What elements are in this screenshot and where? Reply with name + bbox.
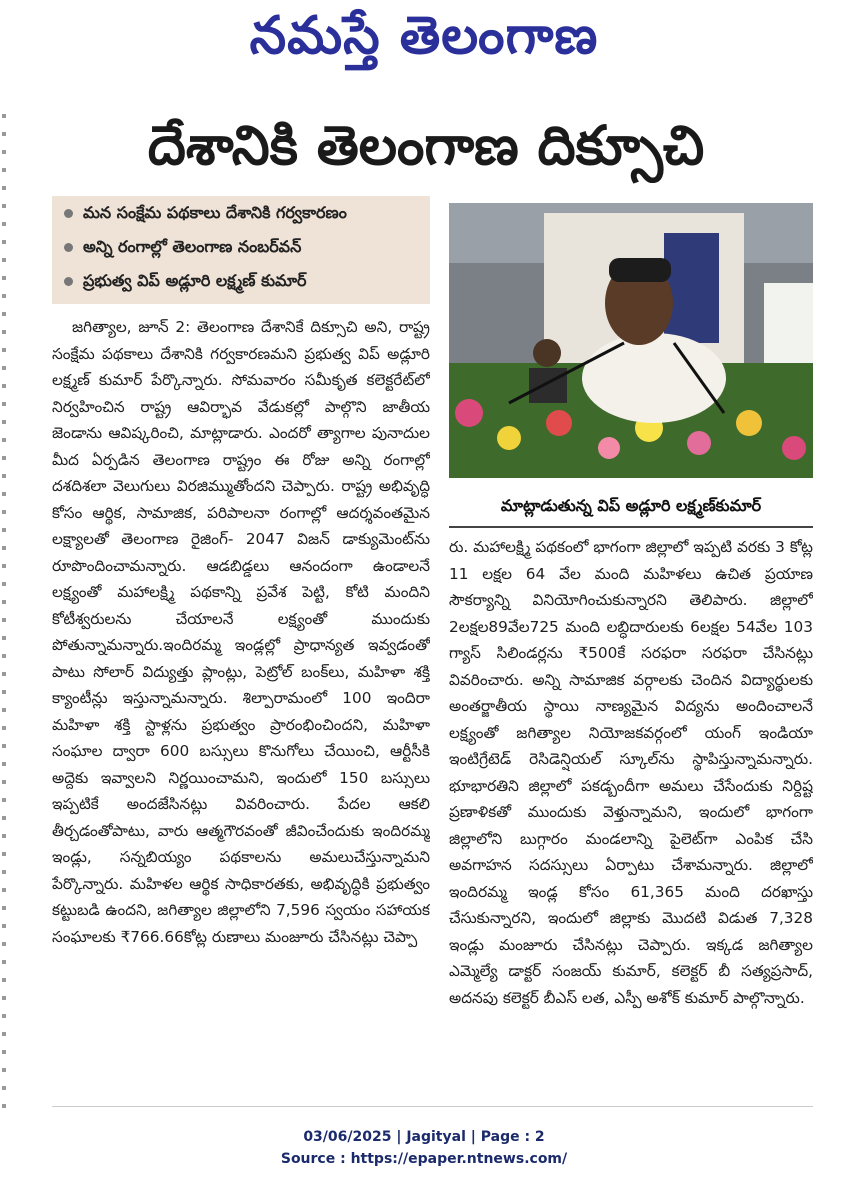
bottom-divider [52, 1106, 813, 1107]
highlights-box [52, 196, 430, 304]
bullet-dot-icon [64, 243, 73, 252]
caption-divider [449, 526, 813, 528]
highlight-text: మన సంక్షేమ పథకాలు దేశానికి గర్వకారణం [83, 203, 347, 222]
footer-source-link[interactable]: Source : https://epaper.ntnews.com/ [280, 1151, 568, 1167]
margin-tick-marks [0, 100, 12, 1110]
bullet-dot-icon [64, 209, 73, 218]
masthead-title: నమస్తే తెలంగాణ [249, 5, 599, 66]
highlight-text: అన్ని రంగాల్లో తెలంగాణ నంబర్‌వన్ [83, 237, 302, 256]
article-column-right [449, 534, 813, 1094]
speaker-photo-image [449, 203, 813, 478]
photo-caption: మాట్లాడుతున్న విప్ అడ్లూరి లక్ష్మణ్‌కుమార్ [500, 496, 762, 515]
highlight-item [52, 196, 430, 230]
article-column-left [52, 314, 430, 1094]
highlight-item [52, 230, 430, 264]
article-body-left: జగిత్యాల, జూన్ 2: తెలంగాణ దేశానికే దిక్సూచి అని, రాష్ట్ర సంక్షేమ పథకాలు దేశానికి గర్వకారణమని ప్రభుత్వ విప్ అడ్లూరి లక్ష్మణ్ కుమార్ పేర్కొన్నారు. సోమవారం సమీకృత కలెక్టరేట్‌లో నిర్వహించిన రాష్ట్ర ఆవిర్భావ వేడుకల్లో పాల్గొని జాతీయ జెండాను ఆవిష్కరించి, మాట్లాడారు. ఎందరో త్యాగాల పునాదుల మీద ఏర్పడిన తెలంగాణ రాష్ట్రం ఈ రోజు అన్ని రంగాల్లో దశదిశలా వెలుగులు విరజిమ్ముతోందని చెప్పారు. రాష్ట్ర అభివృద్ధి కోసం ఆర్థిక, సామాజిక, పరిపాలనా రంగాల్లో ఆదర్శవంతమైన లక్ష్యాలతో తెలంగాణ రైజింగ్- 2047 విజన్ డాక్యుమెంట్‌ను రూపొందించామన్నారు. ఆడబిడ్డలు ఆనందంగా ఉండాలనే లక్ష్యంతో మహాలక్ష్మి పథకాన్ని ప్రవేశ పెట్టి, కోటి మందిని కోటీశ్వరులను చేయాలనే లక్ష్యంతో ముందుకు పోతున్నామన్నారు.ఇందిరమ్మ ఇండ్లల్లో ప్రాధాన్యత ఇవ్వడంతో పాటు సోలార్ విద్యుత్తు ప్లాంట్లు, పెట్రోల్ బంక్‌లు, మహిళా శక్తి క్యాంటీన్లు ఇస్తున్నామన్నారు. శిల్పారామంలో 100 ఇందిరా మహిళా శక్తి స్టాళ్లను ప్రభుత్వం ప్రారంభించిందని, మహిళా సంఘాల ద్వారా 600 బస్సులు కొనుగోలు చేయించి, ఆర్టీసీకి అద్దెకు ఇవ్వాలని నిర్ణయించామని, ఇందులో 150 బస్సులు ఇప్పటికే అందజేసినట్లు వివరించారు. పేదల ఆకలి తీర్చడంతోపాటు, వారు ఆత్మగౌరవంతో జీవించేందుకు ఇందిరమ్మ ఇండ్లు, సన్నబియ్యం పథకాలను అమలుచేస్తున్నామని పేర్కొన్నారు. మహిళల ఆర్థిక సాధికారతకు, అభివృద్ధికి ప్రభుత్వం కట్టుబడి ఉందని, జగిత్యాల జిల్లాలోని 7,596 స్వయం సహాయక సంఘాలకు ₹766.66కోట్ల రుణాలు మంజూరు చేసినట్లు చెప్పా [52, 318, 430, 946]
article-headline: దేశానికి తెలంగాణ దిక్సూచి [147, 114, 705, 177]
bullet-dot-icon [64, 277, 73, 286]
article-body-right: రు. మహాలక్ష్మి పథకంలో భాగంగా జిల్లాలో ఇప్పటి వరకు 3 కోట్ల 11 లక్షల 64 వేల మంది మహిళలు ఉచిత ప్రయాణ సౌకర్యాన్ని వినియోగించుకున్నారని తెలిపారు. జిల్లాలో 2లక్షల89వేల725 మంది లబ్ధిదారులకు 6లక్షల 54వేల 103 గ్యాస్ సిలిండర్లను ₹500కే సరఫరా సరఫరా చేసినట్లు వివరించారు. అన్ని సామాజిక వర్గాలకు చెందిన విద్యార్థులకు అంతర్జాతీయ స్థాయి నాణ్యమైన విద్యను అందించాలనే లక్ష్యంతో జగిత్యాల నియోజకవర్గంలో యంగ్ ఇండియా ఇంటిగ్రేటెడ్ రెసిడెన్షియల్ స్కూల్‌ను స్థాపిస్తున్నామన్నారు. భూభారతిని జిల్లాలో పకడ్బందీగా అమలు చేసేందుకు నిర్దిష్ట ప్రణాళికతో ముందుకు వెళ్తున్నామని, ఇందులో భాగంగా జిల్లాలోని బుగ్గారం మండలాన్ని పైలెట్‌గా ఎంపిక చేసి అవగాహన సదస్సులు ఏర్పాటు చేశామన్నారు. జిల్లాలో ఇందిరమ్మ ఇండ్ల కోసం 61,365 మంది దరఖాస్తు చేసుకున్నారని, ఇందులో జిల్లాకు మొదటి విడుత 7,328 ఇండ్లు మంజూరు చేసినట్లు చెప్పారు. ఇక్కడ జగిత్యాల ఎమ్మెల్యే డాక్టర్ సంజయ్ కుమార్, కలెక్టర్ బీ సత్యప్రసాద్, అదనపు కలెక్టర్ బీఎస్ లత, ఎస్పీ అశోక్ కుమార్ పాల్గొన్నారు. [449, 538, 813, 1007]
highlight-text: ప్రభుత్వ విప్ అడ్లూరి లక్ష్మణ్ కుమార్ [83, 271, 307, 290]
speaker-photo [449, 203, 813, 478]
footer-date-edition: 03/06/2025 | Jagityal | Page : 2 [303, 1129, 545, 1145]
page-footer [0, 1126, 848, 1170]
highlight-item [52, 264, 430, 298]
